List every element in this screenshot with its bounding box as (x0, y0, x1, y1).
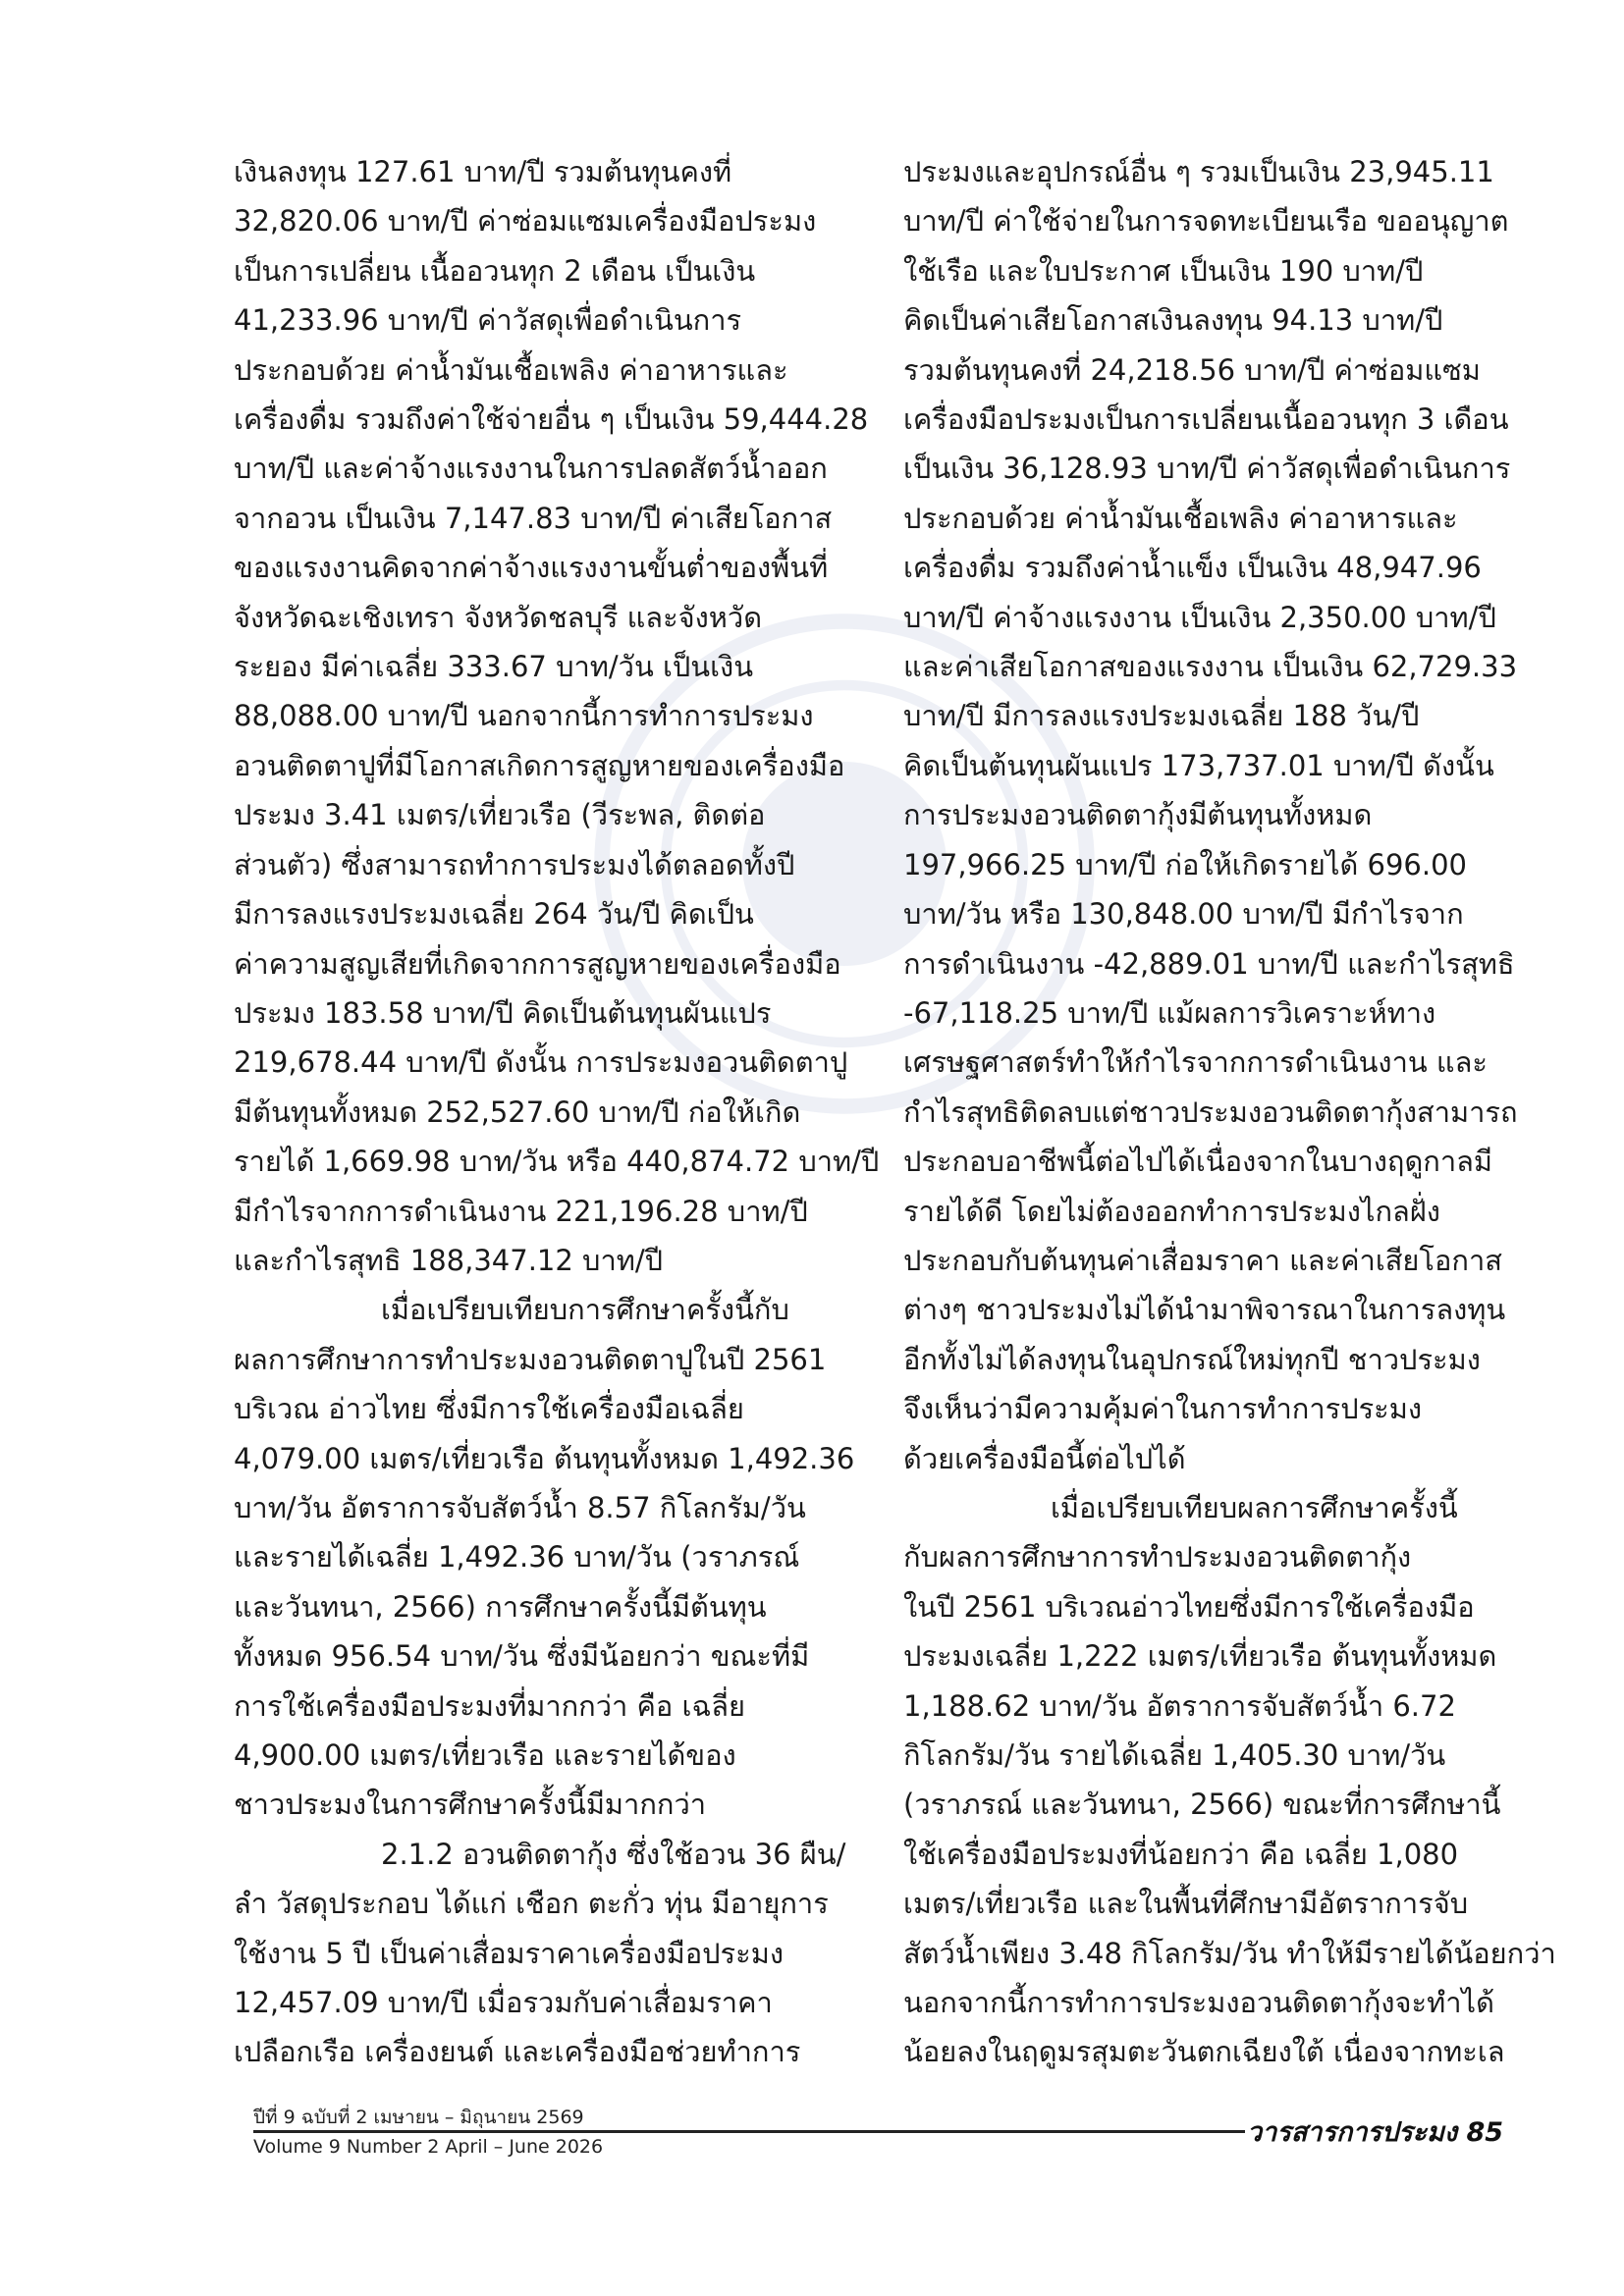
text-line: คิดเป็นต้นทุนผันแปร 173,737.01 บาท/ปี ดังนั้น (903, 748, 1494, 782)
text-line: บาท/ปี ค่าจ้างแรงงาน เป็นเงิน 2,350.00 บาท/ปี (903, 600, 1496, 634)
text-line: ประมง 3.41 เมตร/เที่ยวเรือ (วีระพล, ติดต่อ (234, 798, 766, 832)
text-line: น้อยลงในฤดูมรสุมตะวันตกเฉียงใต้ เนื่องจากทะเล (903, 2035, 1505, 2069)
text-line: นอกจากนี้การทำการประมงอวนติดตากุ้งจะทำได้ (903, 1986, 1494, 2020)
text-line: กับผลการศึกษาการทำประมงอวนติดตากุ้ง (903, 1540, 1412, 1575)
text-line: อีกทั้งไม่ได้ลงทุนในอุปกรณ์ใหม่ทุกปี ชาวประมง (903, 1342, 1481, 1376)
text-line: 88,088.00 บาท/ปี นอกจากนี้การทำการประมง (234, 699, 814, 733)
text-line: ประกอบด้วย ค่าน้ำมันเชื้อเพลิง ค่าอาหารและ (903, 501, 1458, 535)
text-line: การดำเนินงาน -42,889.01 บาท/ปี และกำไรสุทธิ (903, 946, 1515, 981)
text-line: ประกอบด้วย ค่าน้ำมันเชื้อเพลิง ค่าอาหารและ (234, 352, 788, 387)
issue-thai: ปีที่ 9 ฉบับที่ 2 เมษายน – มิถุนายน 2569 (253, 2107, 584, 2128)
text-line: และวันทนา, 2566) การศึกษาครั้งนี้มีต้นทุน (234, 1589, 767, 1624)
text-line: อวนติดตาปูที่มีโอกาสเกิดการสูญหายของเครื่องมือ (234, 748, 845, 782)
text-line: เศรษฐศาสตร์ทำให้กำไรจากการดำเนินงาน และ (903, 1045, 1488, 1080)
text-line: ลำ วัสดุประกอบ ได้แก่ เชือก ตะกั่ว ทุ่น มีอายุการ (234, 1887, 829, 1921)
text-line: ผลการศึกษาการทำประมงอวนติดตาปูในปี 2561 (234, 1342, 827, 1376)
text-line: เมตร/เที่ยวเรือ และในพื้นที่ศึกษามีอัตราการจับ (903, 1887, 1469, 1921)
text-line: สัตว์น้ำเพียง 3.48 กิโลกรัม/วัน ทำให้มีรายได้น้อยกว่า (903, 1936, 1556, 1970)
text-line: จึงเห็นว่ามีความคุ้มค่าในการทำการประมง (903, 1392, 1423, 1426)
text-line: ในปี 2561 บริเวณอ่าวไทยซึ่งมีการใช้เครื่องมือ (903, 1589, 1475, 1624)
text-line: รายได้ดี โดยไม่ต้องออกทำการประมงไกลฝั่ง (903, 1194, 1440, 1228)
text-line: และกำไรสุทธิ 188,347.12 บาท/ปี (234, 1243, 664, 1277)
text-line: เป็นเงิน 36,128.93 บาท/ปี ค่าวัสดุเพื่อดำเนินการ (903, 452, 1511, 486)
text-line: เครื่องดื่ม รวมถึงค่าใช้จ่ายอื่น ๆ เป็นเงิน 59,444.28 (234, 402, 869, 437)
text-line: 12,457.09 บาท/ปี เมื่อรวมกับค่าเสื่อมราคา (234, 1986, 773, 2020)
text-line: เครื่องมือประมงเป็นการเปลี่ยนเนื้ออวนทุก 3 เดือน (903, 402, 1509, 437)
text-line: 4,079.00 เมตร/เที่ยวเรือ ต้นทุนทั้งหมด 1,492.36 (234, 1441, 855, 1475)
text-line: มีกำไรจากการดำเนินงาน 221,196.28 บาท/ปี (234, 1194, 808, 1228)
text-line: การใช้เครื่องมือประมงที่มากกว่า คือ เฉลี่ย (234, 1688, 745, 1723)
issue-english: Volume 9 Number 2 April – June 2026 (253, 2136, 604, 2158)
text-line: ประมง 183.58 บาท/ปี คิดเป็นต้นทุนผันแปร (234, 995, 772, 1030)
text-line: บาท/วัน อัตราการจับสัตว์น้ำ 8.57 กิโลกรัม/วัน (234, 1490, 806, 1524)
text-line: ใช้งาน 5 ปี เป็นค่าเสื่อมราคาเครื่องมือประมง (234, 1936, 784, 1970)
text-line: รวมต้นทุนคงที่ 24,218.56 บาท/ปี ค่าซ่อมแซม (903, 352, 1481, 387)
text-line: รายได้ 1,669.98 บาท/วัน หรือ 440,874.72 บาท/ปี (234, 1145, 880, 1179)
text-line: 4,900.00 เมตร/เที่ยวเรือ และรายได้ของ (234, 1738, 736, 1772)
text-line: ประมงและอุปกรณ์อื่น ๆ รวมเป็นเงิน 23,945.11 (903, 155, 1494, 188)
text-line: เปลือกเรือ เครื่องยนต์ และเครื่องมือช่วยทำการ (234, 2035, 801, 2069)
text-line: ชาวประมงในการศึกษาครั้งนี้มีมากกว่า (234, 1788, 707, 1822)
text-line: 219,678.44 บาท/ปี ดังนั้น การประมงอวนติดตาปู (234, 1045, 848, 1080)
text-line: และค่าเสียโอกาสของแรงงาน เป็นเงิน 62,729.33 (903, 650, 1518, 684)
footer-divider (253, 2130, 1245, 2133)
text-line: เป็นการเปลี่ยน เนื้ออวนทุก 2 เดือน เป็นเงิน (234, 253, 756, 288)
text-line: ประกอบอาชีพนี้ต่อไปได้เนื่องจากในบางฤดูกาลมี (903, 1145, 1493, 1179)
text-line: บาท/ปี มีการลงแรงประมงเฉลี่ย 188 วัน/ปี (903, 699, 1420, 733)
right-column (903, 147, 1556, 2077)
text-line: ประมงเฉลี่ย 1,222 เมตร/เที่ยวเรือ ต้นทุนทั้งหมด (903, 1639, 1497, 1674)
left-column (234, 147, 880, 2077)
text-line: ค่าความสูญเสียที่เกิดจากการสูญหายของเครื่องมือ (234, 946, 841, 981)
text-line: ด้วยเครื่องมือนี้ต่อไปได้ (903, 1441, 1186, 1475)
text-line: มีต้นทุนทั้งหมด 252,527.60 บาท/ปี ก่อให้เกิด (234, 1095, 801, 1129)
text-line: บาท/วัน หรือ 130,848.00 บาท/ปี มีกำไรจาก (903, 897, 1464, 932)
text-line: ใช้เครื่องมือประมงที่น้อยกว่า คือ เฉลี่ย 1,080 (903, 1837, 1459, 1871)
text-line: บาท/ปี ค่าใช้จ่ายในการจดทะเบียนเรือ ขออนุญาต (903, 204, 1509, 239)
text-line: กำไรสุทธิติดลบแต่ชาวประมงอวนติดตากุ้งสามารถ (903, 1095, 1518, 1129)
text-line: การประมงอวนติดตากุ้งมีต้นทุนทั้งหมด (903, 798, 1373, 832)
text-line: (วราภรณ์ และวันทนา, 2566) ขณะที่การศึกษานี้ (903, 1788, 1501, 1822)
text-line: คิดเป็นค่าเสียโอกาสเงินลงทุน 94.13 บาท/ปี (903, 303, 1443, 338)
text-line: กิโลกรัม/วัน รายได้เฉลี่ย 1,405.30 บาท/วัน (903, 1738, 1446, 1772)
text-line: ระยอง มีค่าเฉลี่ย 333.67 บาท/วัน เป็นเงิน (234, 650, 754, 684)
text-line: ประกอบกับต้นทุนค่าเสื่อมราคา และค่าเสียโอกาส (903, 1243, 1502, 1277)
text-line: 1,188.62 บาท/วัน อัตราการจับสัตว์น้ำ 6.72 (903, 1688, 1456, 1723)
text-line: และรายได้เฉลี่ย 1,492.36 บาท/วัน (วราภรณ์ (234, 1540, 800, 1575)
journal-page-number: วารสารการประมง 85 (1247, 2117, 1504, 2148)
text-line: ของแรงงานคิดจากค่าจ้างแรงงานขั้นต่ำของพื้นที่ (234, 551, 829, 585)
text-line: เครื่องดื่ม รวมถึงค่าน้ำแข็ง เป็นเงิน 48,947.96 (903, 551, 1482, 585)
paragraph-first-line: เมื่อเปรียบเทียบการศึกษาครั้งนี้กับ (381, 1293, 789, 1327)
paragraph-first-line: เมื่อเปรียบเทียบผลการศึกษาครั้งนี้ (1051, 1490, 1458, 1524)
text-line: ส่วนตัว) ซึ่งสามารถทำการประมงได้ตลอดทั้งปี (234, 847, 795, 881)
text-line: บาท/ปี และค่าจ้างแรงงานในการปลดสัตว์น้ำออก (234, 452, 828, 486)
text-line: 197,966.25 บาท/ปี ก่อให้เกิดรายได้ 696.00 (903, 847, 1467, 881)
text-line: เงินลงทุน 127.61 บาท/ปี รวมต้นทุนคงที่ (234, 155, 732, 188)
text-line: ทั้งหมด 956.54 บาท/วัน ซึ่งมีน้อยกว่า ขณะที่มี (234, 1639, 810, 1674)
text-line: 41,233.96 บาท/ปี ค่าวัสดุเพื่อดำเนินการ (234, 303, 742, 338)
text-line: มีการลงแรงประมงเฉลี่ย 264 วัน/ปี คิดเป็น (234, 897, 754, 932)
text-line: -67,118.25 บาท/ปี แม้ผลการวิเคราะห์ทาง (903, 995, 1436, 1030)
text-line: ต่างๆ ชาวประมงไม่ได้นำมาพิจารณาในการลงทุน (903, 1293, 1506, 1327)
text-line: จากอวน เป็นเงิน 7,147.83 บาท/ปี ค่าเสียโอกาส (234, 501, 833, 535)
text-line: จังหวัดฉะเชิงเทรา จังหวัดชลบุรี และจังหวัด (234, 600, 763, 634)
section-heading-2-1-2: 2.1.2 อวนติดตากุ้ง ซึ่งใช้อวน 36 ผืน/ (381, 1837, 846, 1871)
text-line: บริเวณ อ่าวไทย ซึ่งมีการใช้เครื่องมือเฉลี่ย (234, 1392, 744, 1426)
text-line: 32,820.06 บาท/ปี ค่าซ่อมแซมเครื่องมือประมง (234, 204, 817, 239)
text-line: ใช้เรือ และใบประกาศ เป็นเงิน 190 บาท/ปี (903, 253, 1424, 288)
